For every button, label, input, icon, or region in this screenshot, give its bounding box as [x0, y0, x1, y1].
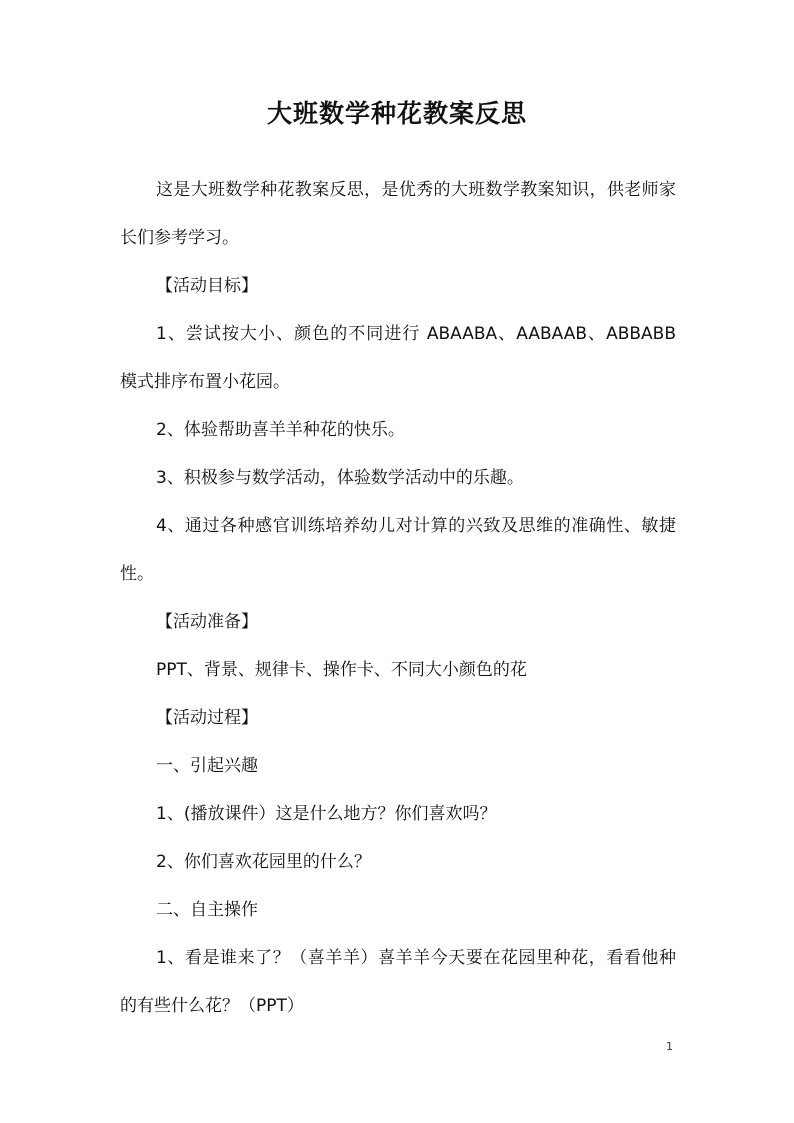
goal-item-2: 2、体验帮助喜羊羊种花的快乐。 — [156, 420, 405, 440]
document-title: 大班数学种花教案反思 — [266, 99, 527, 128]
process-step-heading-1: 一、引起兴趣 — [156, 756, 258, 776]
intro-paragraph: 这是大班数学种花教案反思，是优秀的大班数学教案知识，供老师家长们参考学习。 — [120, 180, 676, 248]
goal-item-4: 4、通过各种感官训练培养幼儿对计算的兴致及思维的准确性、敏捷性。 — [120, 516, 676, 584]
page-number: 1 — [666, 1040, 673, 1053]
process-step-heading-2: 二、自主操作 — [156, 900, 258, 920]
process-item-2-1: 1、看是谁来了？（喜羊羊）喜羊羊今天要在花园里种花，看看他种的有些什么花？（PPT） — [120, 948, 676, 1016]
section-heading-activity-goals: 【活动目标】 — [156, 276, 258, 296]
goal-item-1: 1、尝试按大小、颜色的不同进行 ABAABA、AABAAB、ABBABB 模式排序布置小花园。 — [120, 324, 676, 392]
goal-item-3: 3、积极参与数学活动，体验数学活动中的乐趣。 — [156, 468, 524, 488]
document-body — [120, 166, 676, 1030]
process-item-1-2: 2、你们喜欢花园里的什么？ — [156, 852, 371, 872]
preparation-item: PPT、背景、规律卡、操作卡、不同大小颜色的花 — [156, 660, 527, 680]
section-heading-activity-preparation: 【活动准备】 — [156, 612, 258, 632]
process-item-1-1: 1、(播放课件）这是什么地方？你们喜欢吗？ — [156, 804, 497, 824]
section-heading-activity-process: 【活动过程】 — [156, 708, 258, 728]
